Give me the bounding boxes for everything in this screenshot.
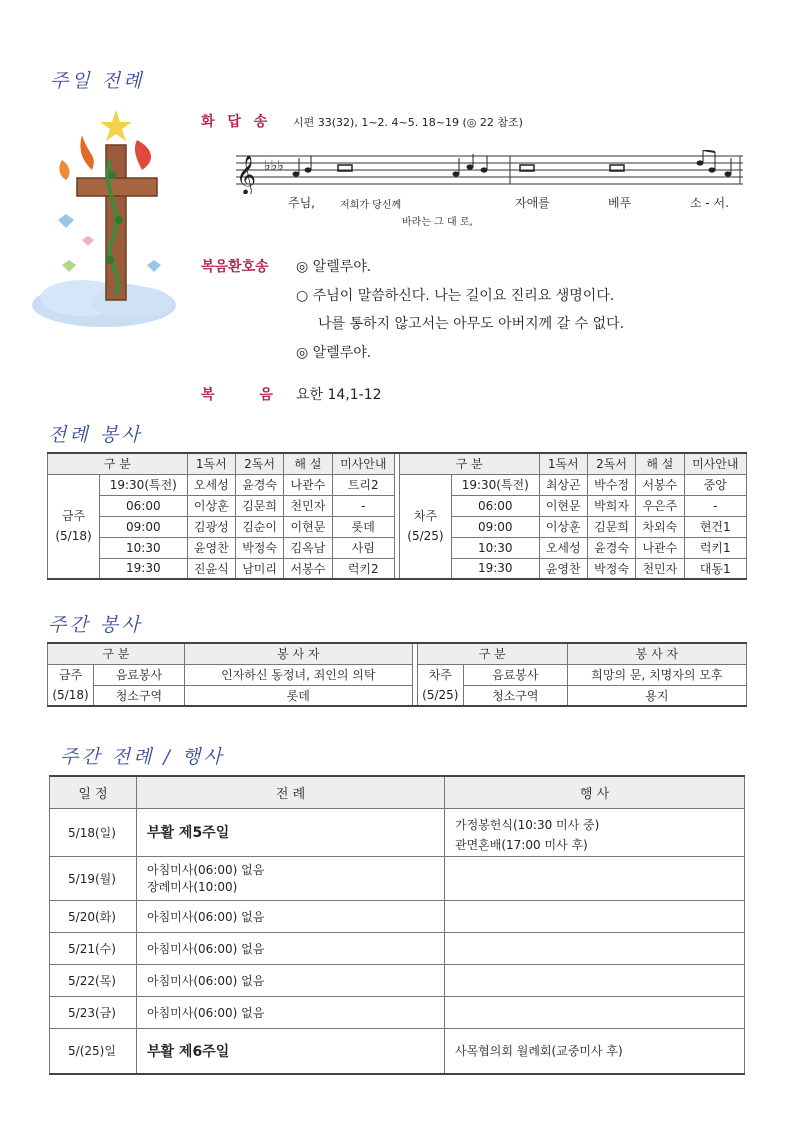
service-group-label: 차주	[413, 509, 438, 524]
service-group-left	[48, 474, 100, 579]
ws-row	[48, 664, 747, 685]
service-cell: 트리2	[332, 474, 394, 495]
acclamation-line-2: ○ 주님이 말씀하신다. 나는 길이요 진리요 생명이다.	[296, 288, 615, 304]
service-cell: 서봉수	[284, 558, 332, 579]
schedule-row	[50, 1028, 745, 1074]
service-cell: 박정숙	[235, 537, 283, 558]
schedule-liturgy	[137, 996, 445, 1028]
schedule-row	[50, 964, 745, 996]
schedule-event-line: 가정봉헌식(10:30 미사 중)	[455, 817, 600, 832]
sched-th-event: 행 사	[445, 776, 745, 808]
schedule-row	[50, 932, 745, 964]
schedule-event	[445, 808, 745, 856]
service-cell: 박수정	[587, 474, 635, 495]
gospel-reference: 요한 14,1-12	[296, 387, 382, 403]
service-cell: 오세성	[187, 474, 235, 495]
ws-volunteer: 롯데	[184, 685, 412, 706]
ws-category: 음료봉사	[94, 664, 185, 685]
service-cell: 서봉수	[636, 474, 684, 495]
service-cell: 천민자	[636, 558, 684, 579]
schedule-liturgy	[137, 1028, 445, 1074]
th-reading2-right: 2독서	[587, 453, 635, 474]
service-cell: 나관수	[284, 474, 332, 495]
service-cell: 최상곤	[539, 474, 587, 495]
lyric-5: 소 - 서.	[690, 196, 729, 210]
schedule-liturgy-line: 아침미사(06:00) 없음	[147, 909, 265, 924]
schedule-liturgy	[137, 856, 445, 900]
schedule-event	[445, 964, 745, 996]
service-cell: 롯데	[332, 516, 394, 537]
acclamation-line-4: ◎ 알렐루야.	[296, 345, 372, 361]
schedule-liturgy-line: 아침미사(06:00) 없음	[147, 941, 265, 956]
service-cell: 박정숙	[587, 558, 635, 579]
service-cell: 김문희	[587, 516, 635, 537]
ws-volunteer: 인자하신 동정녀, 죄인의 의탁	[184, 664, 412, 685]
service-cell: 06:00	[451, 495, 539, 516]
ws-category: 청소구역	[94, 685, 185, 706]
ws-group-label: 금주	[58, 667, 83, 682]
service-cell: 09:00	[100, 516, 188, 537]
schedule-table	[49, 775, 745, 1075]
service-cell: 박희자	[587, 495, 635, 516]
schedule-liturgy	[137, 964, 445, 996]
service-cell: 19:30	[451, 558, 539, 579]
service-cell: 이상훈	[187, 495, 235, 516]
th-guide-left: 미사안내	[332, 453, 394, 474]
acclamation-label: 복음환호송	[201, 259, 269, 275]
schedule-event	[445, 856, 745, 900]
schedule-row	[50, 808, 745, 856]
schedule-liturgy-line: 부활 제5주일	[147, 825, 230, 841]
schedule-date: 5/(25)일	[50, 1028, 137, 1074]
service-cell: 윤경숙	[235, 474, 283, 495]
ws-th-gubun-right: 구 분	[417, 643, 567, 664]
ws-category: 청소구역	[463, 685, 567, 706]
schedule-liturgy-line: 아침미사(06:00) 없음	[147, 973, 265, 988]
ws-volunteer: 희망의 문, 치명자의 모후	[567, 664, 746, 685]
cross-illustration	[22, 100, 182, 332]
schedule-liturgy-line: 부활 제6주일	[147, 1043, 230, 1060]
schedule-date: 5/19(월)	[50, 856, 137, 900]
service-cell: 윤경숙	[587, 537, 635, 558]
service-cell: 09:00	[451, 516, 539, 537]
service-cell: 남미리	[235, 558, 283, 579]
lyric-1: 주님,	[288, 196, 315, 210]
ws-group-left	[48, 664, 94, 706]
schedule-liturgy-line: 아침미사(06:00) 없음	[147, 863, 265, 877]
service-cell: 이상훈	[539, 516, 587, 537]
service-group-label: 금주	[61, 509, 86, 524]
service-cell: 김문희	[235, 495, 283, 516]
schedule-event	[445, 932, 745, 964]
schedule-event-line: 사목협의회 월례회(교중미사 후)	[455, 1043, 623, 1058]
ws-th-volunteer-left: 봉 사 자	[184, 643, 412, 664]
schedule-date: 5/22(목)	[50, 964, 137, 996]
service-cell: 진윤식	[187, 558, 235, 579]
ws-volunteer: 용지	[567, 685, 746, 706]
schedule-row	[50, 996, 745, 1028]
sched-th-liturgy: 전 례	[137, 776, 445, 808]
lyric-2: 저희가 당신께	[340, 200, 402, 211]
service-cell: 우은주	[636, 495, 684, 516]
service-row	[48, 495, 747, 516]
service-cell: 나관수	[636, 537, 684, 558]
service-cell: 김광성	[187, 516, 235, 537]
th-reading1-left: 1독서	[187, 453, 235, 474]
schedule-liturgy	[137, 900, 445, 932]
service-cell: 10:30	[100, 537, 188, 558]
schedule-liturgy	[137, 932, 445, 964]
lyric-3: 자애를	[515, 196, 550, 210]
service-cell: 중앙	[684, 474, 746, 495]
service-group-date: (5/25)	[407, 529, 444, 544]
service-cell: 19:30(특전)	[100, 474, 188, 495]
th-commentary-left: 해 설	[284, 453, 332, 474]
th-guide-right: 미사안내	[684, 453, 746, 474]
service-cell: 사림	[332, 537, 394, 558]
service-group-date: (5/18)	[55, 529, 92, 544]
service-row	[48, 558, 747, 579]
schedule-date: 5/20(화)	[50, 900, 137, 932]
ws-row	[48, 685, 747, 706]
service-cell: 윤영찬	[187, 537, 235, 558]
service-row	[48, 474, 747, 495]
lyric-4: 베푸	[608, 196, 632, 210]
service-cell: 대동1	[684, 558, 746, 579]
service-cell: 김순이	[235, 516, 283, 537]
weekly-schedule-title: 주간 전례 / 행사	[60, 746, 225, 768]
schedule-event-line: 관면혼배(17:00 미사 후)	[455, 837, 588, 852]
service-table	[47, 452, 747, 580]
weekly-service-title: 주간 봉사	[48, 614, 143, 636]
liturgy-title: 주일 전례	[50, 70, 145, 92]
svg-text:𝄞: 𝄞	[236, 155, 257, 194]
th-gubun-left: 구 분	[48, 453, 188, 474]
schedule-date: 5/23(금)	[50, 996, 137, 1028]
schedule-event	[445, 1028, 745, 1074]
service-cell: 차외숙	[636, 516, 684, 537]
service-cell: 천민자	[284, 495, 332, 516]
service-cell: 이현문	[539, 495, 587, 516]
th-reading1-right: 1독서	[539, 453, 587, 474]
th-reading2-left: 2독서	[235, 453, 283, 474]
ws-group-date: (5/18)	[52, 687, 89, 702]
service-cell: 현건1	[684, 516, 746, 537]
acclamation-line-1: ◎ 알렐루야.	[296, 259, 372, 275]
schedule-event	[445, 996, 745, 1028]
music-staff	[228, 150, 748, 194]
service-cell: 10:30	[451, 537, 539, 558]
ws-th-gubun-left: 구 분	[48, 643, 185, 664]
th-gubun-right: 구 분	[399, 453, 539, 474]
ws-group-right	[417, 664, 463, 706]
ws-group-date: (5/25)	[422, 687, 459, 702]
schedule-liturgy-line: 아침미사(06:00) 없음	[147, 1005, 265, 1020]
service-cell: 19:30(특전)	[451, 474, 539, 495]
schedule-row	[50, 900, 745, 932]
service-group-right	[399, 474, 451, 579]
schedule-date: 5/18(일)	[50, 808, 137, 856]
service-cell: 럭키1	[684, 537, 746, 558]
service-cell: 김옥남	[284, 537, 332, 558]
svg-text:♭♭♭: ♭♭♭	[264, 158, 284, 174]
schedule-liturgy-line: 장례미사(10:00)	[147, 880, 238, 894]
service-cell: -	[684, 495, 746, 516]
th-commentary-right: 해 설	[636, 453, 684, 474]
service-cell: 19:30	[100, 558, 188, 579]
service-cell: -	[332, 495, 394, 516]
service-cell: 06:00	[100, 495, 188, 516]
schedule-event	[445, 900, 745, 932]
ws-category: 음료봉사	[463, 664, 567, 685]
service-cell: 이현문	[284, 516, 332, 537]
service-cell: 오세성	[539, 537, 587, 558]
service-row	[48, 516, 747, 537]
ws-th-volunteer-right: 봉 사 자	[567, 643, 746, 664]
gospel-label: 복 음	[201, 387, 273, 403]
schedule-date: 5/21(수)	[50, 932, 137, 964]
service-cell: 럭키2	[332, 558, 394, 579]
schedule-liturgy	[137, 808, 445, 856]
psalm-reference: 시편 33(32), 1~2. 4~5. 18~19 (◎ 22 참조)	[293, 116, 523, 129]
service-cell: 윤영찬	[539, 558, 587, 579]
psalm-label: 화 답 송	[201, 114, 272, 130]
service-title: 전례 봉사	[48, 424, 143, 446]
sched-th-date: 일 정	[50, 776, 137, 808]
lyric-line2: 바라는 그 대 로,	[402, 217, 473, 228]
weekly-service-table	[47, 642, 747, 707]
acclamation-line-3: 나를 통하지 않고서는 아무도 아버지께 갈 수 없다.	[318, 316, 625, 332]
service-row	[48, 537, 747, 558]
schedule-row	[50, 856, 745, 900]
ws-group-label: 차주	[428, 667, 452, 682]
